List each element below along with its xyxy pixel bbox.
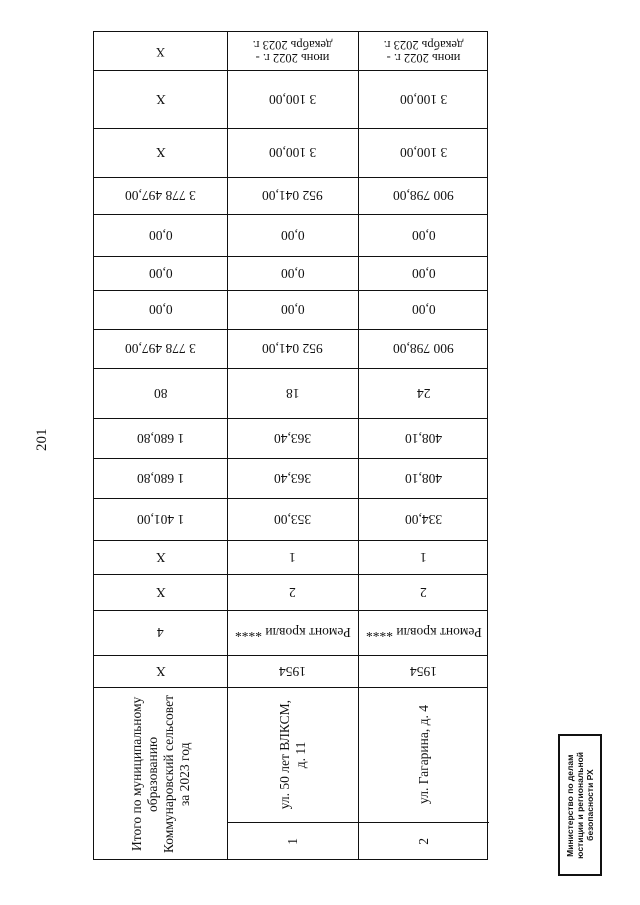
table-cell-text: 1954: [279, 663, 306, 679]
table-cell: [227, 177, 358, 214]
table-cell: [358, 498, 489, 540]
table-cell: [358, 540, 489, 574]
table-cell: [94, 655, 227, 687]
table-cell: [358, 418, 489, 458]
table-cell-text: 952 041,00: [262, 188, 323, 203]
table-cell: [94, 574, 227, 610]
table-cell-text: 1 680,80: [136, 470, 185, 486]
table-cell: [358, 32, 489, 70]
table-cell: [358, 214, 489, 256]
table-cell-text: 363,40: [273, 470, 312, 486]
stamp-text: Министерство по делам юстиции и региональной безопасности РХ: [565, 751, 595, 859]
row-label-total: [94, 687, 227, 861]
table-cell-text: 1 401,00: [136, 511, 185, 527]
table-cell: [227, 70, 358, 128]
table-cell: [227, 214, 358, 256]
row-label-text: Итого по муниципальному образованию Коммунаровский сельсовет за 2023 год: [128, 694, 192, 854]
table-cell-text: 2: [420, 584, 427, 600]
table-cell-text: 1: [289, 549, 296, 565]
page-number: 201: [34, 428, 50, 451]
stamp: [558, 734, 602, 876]
row-index: [358, 822, 489, 861]
table-cell-text: 0,00: [148, 302, 173, 317]
table-cell: [94, 70, 227, 128]
table-cell-text: 80: [153, 385, 168, 401]
table: [93, 31, 488, 860]
table-cell-text: 18: [285, 385, 300, 401]
table-cell: [227, 256, 358, 290]
table-cell: [227, 610, 358, 655]
table-cell: [358, 368, 489, 418]
table-cell: [358, 655, 489, 687]
table-cell: [94, 177, 227, 214]
table-cell-text: 3 100,00: [399, 145, 448, 160]
table-cell: [227, 418, 358, 458]
table-cell: [94, 32, 227, 70]
table-cell-text: 1 680,80: [136, 430, 185, 446]
table-cell-text: 0,00: [411, 302, 436, 317]
table-cell-text: 3 100,00: [399, 91, 448, 107]
table-cell: [358, 177, 489, 214]
row-index-text: 1: [284, 838, 300, 845]
table-cell-text: июнь 2022 г. - декабрь 2023 г.: [383, 38, 464, 65]
table-cell: [94, 498, 227, 540]
table-cell-text: 408,10: [404, 470, 443, 486]
table-cell: [227, 368, 358, 418]
row-label-address: [227, 687, 358, 822]
table-cell-text: X: [155, 145, 166, 160]
table-cell-text: Ремонт кровли ****: [234, 625, 351, 640]
table-cell: [358, 128, 489, 177]
table-cell: [227, 329, 358, 368]
table-cell-text: 3 778 497,00: [125, 188, 196, 203]
table-cell-text: 408,10: [404, 430, 443, 446]
table-cell: [94, 256, 227, 290]
table-cell: [227, 128, 358, 177]
table-cell: [358, 574, 489, 610]
table-cell-text: 0,00: [411, 227, 436, 243]
table-cell-text: 363,40: [273, 430, 312, 446]
row-label-text: ул. 50 лет ВЛКСМ, д. 11: [276, 699, 308, 810]
table-cell-text: 900 798,00: [393, 188, 454, 203]
table-cell-text: 900 798,00: [393, 341, 454, 356]
table-cell: [227, 574, 358, 610]
table-cell: [227, 540, 358, 574]
row-label-text: ул. Гагарина, д. 4: [415, 705, 431, 804]
table-cell-text: 3 100,00: [268, 91, 317, 107]
table-cell: [94, 368, 227, 418]
table-cell-text: X: [155, 549, 166, 565]
table-cell-text: 1954: [410, 663, 437, 679]
table-cell-text: X: [155, 584, 166, 600]
table-cell-text: 0,00: [411, 265, 436, 281]
table-cell-text: 3 100,00: [268, 145, 317, 160]
table-cell: [94, 418, 227, 458]
table-cell-text: 4: [157, 625, 164, 640]
table-cell-text: 3 778 497,00: [125, 341, 196, 356]
table-cell-text: 0,00: [280, 302, 305, 317]
table-cell: [94, 329, 227, 368]
table-cell-text: 353,00: [273, 511, 312, 527]
table-cell: [227, 458, 358, 498]
table-cell: [227, 290, 358, 329]
table-cell-text: 0,00: [280, 227, 305, 243]
table-cell-text: 334,00: [404, 511, 443, 527]
table-cell: [94, 128, 227, 177]
table-cell: [227, 498, 358, 540]
table-cell: [94, 458, 227, 498]
table-cell: [94, 610, 227, 655]
table-cell-text: 1: [420, 549, 427, 565]
table-cell: [358, 458, 489, 498]
row-label-address: [358, 687, 489, 822]
table-cell-text: 952 041,00: [262, 341, 323, 356]
table-cell: [94, 290, 227, 329]
table-cell: [94, 540, 227, 574]
table-cell-text: X: [155, 44, 166, 59]
table-cell-text: июнь 2022 г. - декабрь 2023 г.: [252, 38, 333, 65]
table-cell-text: Ремонт кровли ****: [365, 625, 482, 640]
table-cell-text: 0,00: [148, 265, 173, 281]
table-cell-text: X: [155, 663, 166, 679]
row-index: [227, 822, 358, 861]
table-cell: [94, 214, 227, 256]
table-cell: [227, 655, 358, 687]
row-index-text: 2: [415, 838, 431, 845]
table-cell: [227, 32, 358, 70]
table-cell: [358, 329, 489, 368]
table-cell: [358, 70, 489, 128]
table-cell: [358, 610, 489, 655]
table-cell: [358, 290, 489, 329]
table-cell-text: 24: [416, 385, 431, 401]
table-cell-text: 0,00: [148, 227, 173, 243]
table-cell: [358, 256, 489, 290]
table-cell-text: 2: [289, 584, 296, 600]
table-cell-text: X: [155, 91, 166, 107]
table-cell-text: 0,00: [280, 265, 305, 281]
